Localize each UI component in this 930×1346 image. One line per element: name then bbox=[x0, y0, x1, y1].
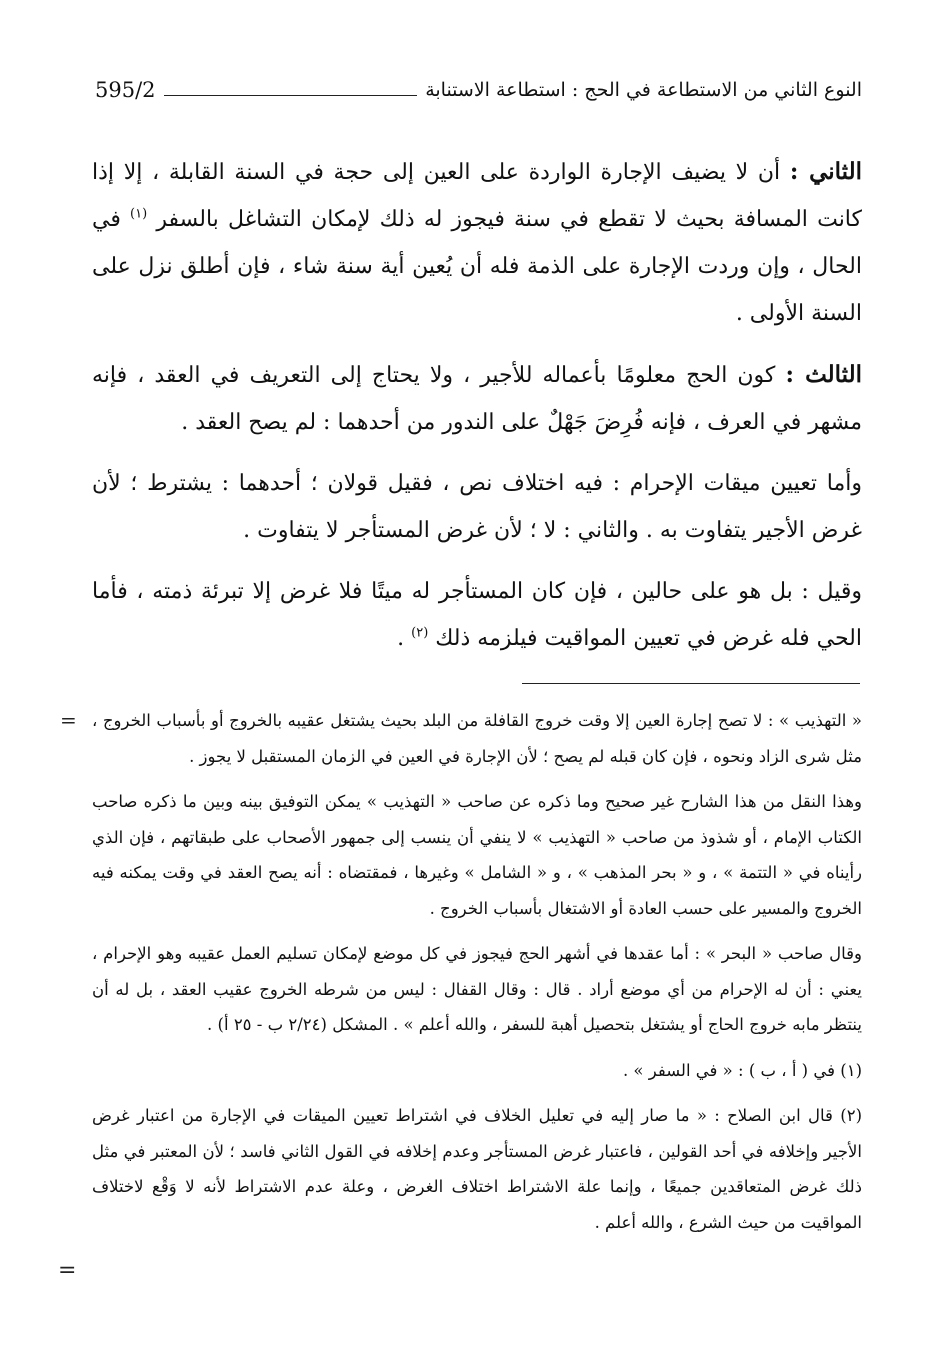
paragraph-text-cont: . bbox=[397, 626, 412, 651]
paragraph-second-condition bbox=[92, 148, 862, 337]
paragraph-text: أن لا يضيف الإجارة الواردة على العين إلى حجة في السنة القابلة ، إلا إذا كانت المسافة بحيث لا تقطع في سنة فيجوز له ذلك لإمكان التشاغل بالسفر bbox=[92, 160, 862, 232]
continuation-mark-bottom: = bbox=[58, 1258, 77, 1283]
footnotes bbox=[92, 703, 862, 1250]
footnote-continued: « التهذيب » : لا تصح إجارة العين إلا وقت خروج القافلة من البلد بحيث يشتغل عقيبه بالخروج أو بأسباب الخروج ، مثل شرى الزاد ونحوه ، فإن كان قبله لم يصح ؛ لأن الإجارة في العين في الزمان المستقبل لا يجوز . bbox=[92, 711, 862, 766]
main-text bbox=[92, 148, 862, 676]
footnote-separator bbox=[522, 683, 860, 684]
paragraph-miqat: وأما تعيين ميقات الإحرام : فيه اختلاف نص ، فقيل قولان ؛ أحدهما : يشترط ؛ لأن غرض الأجير يتفاوت به . والثاني : لا ؛ لأن غرض المستأجر لا يتفاوت . bbox=[92, 471, 862, 543]
paragraph-text-cont: في الحال ، وإن وردت الإجارة على الذمة فله أن يُعين أية سنة شاء ، فإن أطلق نزل على السنة الأولى . bbox=[92, 207, 862, 326]
footnote-bahr-quote: وقال صاحب « البحر » : أما عقدها في أشهر الحج فيجوز في كل موضع لإمكان تسليم العمل عقيبه وهو الإحرام ، يعني : أن له الإحرام من أي موضع أراد . قال : وقال القفال : ليس من شرطه الخروج عقيب العقد ، بل له أن ينتظر مابه خروج الحاج أو يشتغل بتحصيل أهبة للسفر ، والله أعلم » . المشكل (٢/٢٤ ب - ٢٥ أ) . bbox=[92, 944, 862, 1034]
paragraph-lead: الثالث : bbox=[785, 361, 863, 388]
paragraph-lead: الثاني : bbox=[789, 158, 862, 185]
page-number: 595/2 bbox=[95, 78, 156, 102]
footnote-commentary: وهذا النقل من هذا الشارح غير صحيح وما ذكره عن صاحب « التهذيب » يمكن التوفيق بينه وبين ما ذكره صاحب الكتاب الإمام ، أو شذوذ من صاحب « التهذيب » لا ينفي أن ينسب إلى جمهور الأصحاب على طبقاتهم ، فإن الذي رأيناه في « التتمة » ، و « بحر المذهب » ، و « الشامل » وغيرها ، فمقتضاه : أنه يصح العقد في وقت يمكنه فيه الخروج والمسير على حسب العادة أو الاشتغال بأسباب الخروج . bbox=[92, 792, 862, 918]
header-rule bbox=[164, 95, 418, 96]
page-header bbox=[95, 70, 862, 110]
paragraph-text: وقيل : بل هو على حالين ، فإن كان المستأجر له ميتًا فلا غرض إلا تبرئة ذمته ، فأما الحي فله غرض في تعيين المواقيت فيلزمه ذلك bbox=[92, 579, 862, 651]
paragraph-third-condition bbox=[92, 351, 862, 446]
footnote-1: (١) في ( أ ، ب ) : « في السفر » . bbox=[622, 1060, 862, 1080]
continuation-mark: = bbox=[60, 708, 77, 732]
footnote-2: (٢) قال ابن الصلاح : « ما صار إليه في تعليل الخلاف في اشتراط تعيين الميقات في الإجارة من اعتبار غرض الأجير وإخلافه في أحد القولين ، فاعتبار غرض المستأجر وعدم إخلافه في القول الثاني فاسد ؛ لأن المعتبر في مثل ذلك غرض المتعاقدين جميعًا ، وإنما علة الاشتراط اختلاف الغرض ، وعلة عدم الاشتراط لأنه لا وَقْع لاختلاف المواقيت من حيث الشرع ، والله أعلم . bbox=[92, 1106, 862, 1232]
footnote-ref-2: (٢) bbox=[411, 625, 429, 641]
footnote-ref-1: (١) bbox=[130, 206, 148, 222]
paragraph-two-states bbox=[92, 568, 862, 662]
running-head: النوع الثاني من الاستطاعة في الحج : استطاعة الاستنابة bbox=[425, 79, 862, 101]
paragraph-text: كون الحج معلومًا بأعماله للأجير ، ولا يحتاج إلى التعريف في العقد ، فإنه مشهر في العرف ، فإنه فُرِضَ جَهْلٌ على الندور من أحدهما : لم يصح العقد . bbox=[92, 363, 862, 435]
